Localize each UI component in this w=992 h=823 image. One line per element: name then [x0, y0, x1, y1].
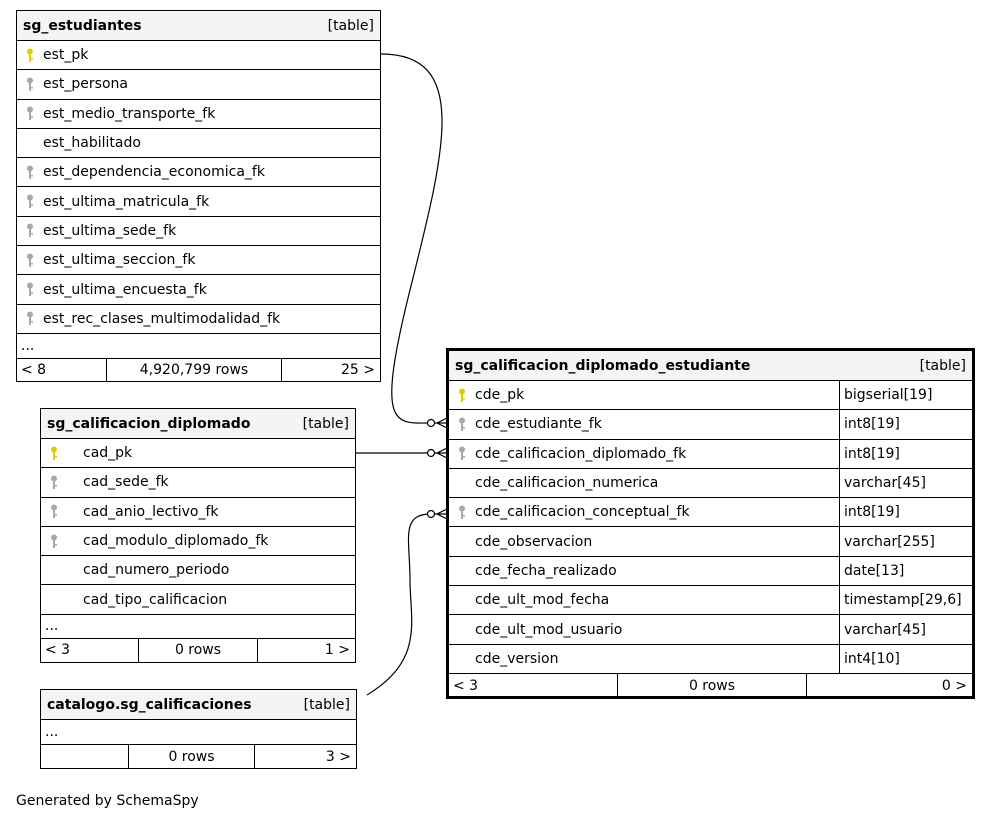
column-type: date[13]: [839, 557, 972, 585]
table-header: [449, 351, 972, 381]
more-columns[interactable]: ...: [41, 615, 355, 639]
foreign-key-icon: [17, 77, 43, 92]
column-row[interactable]: [17, 100, 380, 129]
relationship-estudiante-fk: [381, 54, 442, 423]
children-count[interactable]: 0 >: [941, 677, 967, 694]
column-name: est_rec_clases_multimodalidad_fk: [43, 310, 281, 327]
column-type: int8[19]: [839, 410, 972, 438]
column-row[interactable]: [17, 70, 380, 99]
column-row[interactable]: [449, 440, 972, 469]
table-sg-calificacion-diplomado[interactable]: [40, 408, 356, 663]
column-row[interactable]: [41, 468, 355, 497]
column-name: est_pk: [43, 47, 89, 64]
column-name: cde_pk: [475, 387, 525, 404]
crow-foot-calificacion-diplomado: [428, 448, 448, 458]
table-catalogo-sg-calificaciones[interactable]: [40, 689, 357, 769]
column-name: cde_estudiante_fk: [475, 416, 602, 433]
generated-by-credit: Generated by SchemaSpy: [16, 793, 199, 809]
table-name[interactable]: sg_estudiantes: [23, 17, 142, 34]
row-count: 0 rows: [618, 674, 807, 698]
column-row[interactable]: [449, 645, 972, 674]
table-type-tag: [table]: [303, 696, 350, 713]
column-name: cad_pk: [83, 445, 133, 462]
column-row[interactable]: [449, 381, 972, 410]
column-name: cde_calificacion_conceptual_fk: [475, 504, 690, 521]
column-name: cde_observacion: [475, 533, 593, 550]
table-header: [41, 409, 355, 439]
column-row[interactable]: [449, 469, 972, 498]
foreign-key-icon: [449, 505, 475, 520]
foreign-key-icon: [17, 311, 43, 326]
column-type: int8[19]: [839, 440, 972, 468]
table-footer: [17, 359, 380, 381]
foreign-key-icon: [41, 534, 67, 549]
column-name: est_ultima_sede_fk: [43, 222, 177, 239]
column-row[interactable]: [41, 585, 355, 614]
table-header: [17, 11, 380, 41]
column-name: cad_anio_lectivo_fk: [83, 503, 219, 520]
column-name: est_ultima_matricula_fk: [43, 193, 210, 210]
crow-foot-calificacion-conceptual: [428, 509, 448, 519]
column-name: cde_ult_mod_usuario: [475, 621, 623, 638]
column-name: est_dependencia_economica_fk: [43, 164, 265, 181]
column-type: varchar[45]: [839, 469, 972, 497]
column-name: cde_ult_mod_fecha: [475, 592, 610, 609]
foreign-key-icon: [449, 417, 475, 432]
primary-key-icon: [41, 446, 67, 461]
column-row[interactable]: [449, 498, 972, 527]
table-name[interactable]: sg_calificacion_diplomado_estudiante: [455, 357, 751, 374]
column-type: varchar[45]: [839, 615, 972, 643]
column-name: est_habilitado: [43, 135, 141, 152]
table-name[interactable]: catalogo.sg_calificaciones: [47, 696, 252, 713]
table-header: [41, 690, 356, 720]
column-name: est_persona: [43, 76, 128, 93]
column-row[interactable]: [17, 129, 380, 158]
column-row[interactable]: [17, 275, 380, 304]
table-type-tag: [table]: [919, 357, 966, 374]
row-count: 0 rows: [139, 639, 258, 662]
column-row[interactable]: [41, 498, 355, 527]
column-name: cad_numero_periodo: [83, 562, 230, 579]
column-type: bigserial[19]: [839, 381, 972, 409]
parents-count[interactable]: < 8: [17, 359, 107, 381]
column-name: est_medio_transporte_fk: [43, 105, 216, 122]
column-row[interactable]: [41, 439, 355, 468]
children-count[interactable]: 25 >: [341, 361, 375, 378]
foreign-key-icon: [17, 165, 43, 180]
foreign-key-icon: [17, 223, 43, 238]
column-row[interactable]: [449, 410, 972, 439]
column-row[interactable]: [17, 187, 380, 216]
column-type: int8[19]: [839, 498, 972, 526]
table-type-tag: [table]: [327, 17, 374, 34]
column-name: cde_fecha_realizado: [475, 562, 617, 579]
column-name: cde_calificacion_numerica: [475, 475, 659, 492]
relationship-calificacion-conceptual-fk: [367, 514, 431, 695]
column-row[interactable]: [41, 527, 355, 556]
table-type-tag: [table]: [302, 415, 349, 432]
column-name: cde_version: [475, 650, 559, 667]
column-name: cad_modulo_diplomado_fk: [83, 533, 269, 550]
primary-key-icon: [17, 48, 43, 63]
column-row[interactable]: [17, 246, 380, 275]
column-type: int4[10]: [839, 645, 972, 673]
table-sg-estudiantes[interactable]: [16, 10, 381, 382]
column-name: est_ultima_seccion_fk: [43, 252, 196, 269]
parents-count[interactable]: < 3: [449, 674, 618, 698]
column-row[interactable]: [17, 158, 380, 187]
column-name: cad_tipo_calificacion: [83, 591, 228, 608]
children-count[interactable]: 3 >: [325, 748, 351, 765]
column-row[interactable]: [449, 527, 972, 556]
foreign-key-icon: [17, 106, 43, 121]
row-count: 0 rows: [129, 745, 255, 768]
more-columns[interactable]: ...: [41, 720, 356, 745]
foreign-key-icon: [17, 282, 43, 297]
table-name[interactable]: sg_calificacion_diplomado: [47, 415, 251, 432]
parents-count[interactable]: [41, 745, 129, 768]
column-row[interactable]: [17, 217, 380, 246]
parents-count[interactable]: < 3: [41, 639, 139, 662]
more-columns[interactable]: ...: [17, 334, 380, 359]
table-sg-calificacion-diplomado-estudiante[interactable]: [446, 348, 975, 699]
column-row[interactable]: [449, 586, 972, 615]
table-footer: [41, 745, 356, 768]
column-name: cad_sede_fk: [83, 474, 169, 491]
column-row[interactable]: [17, 305, 380, 334]
children-count[interactable]: 1 >: [324, 642, 350, 659]
column-row[interactable]: [41, 556, 355, 585]
column-name: est_ultima_encuesta_fk: [43, 281, 207, 298]
column-type: varchar[255]: [839, 527, 972, 555]
foreign-key-icon: [449, 446, 475, 461]
foreign-key-icon: [17, 194, 43, 209]
foreign-key-icon: [41, 504, 67, 519]
column-row[interactable]: [17, 41, 380, 70]
column-row[interactable]: [449, 615, 972, 644]
row-count: 4,920,799 rows: [107, 359, 282, 381]
column-row[interactable]: [449, 557, 972, 586]
crow-foot-estudiante: [428, 418, 448, 428]
foreign-key-icon: [41, 475, 67, 490]
table-footer: [449, 674, 972, 698]
column-name: cde_calificacion_diplomado_fk: [475, 445, 687, 462]
foreign-key-icon: [17, 253, 43, 268]
table-footer: [41, 639, 355, 662]
column-type: timestamp[29,6]: [839, 586, 972, 614]
primary-key-icon: [449, 388, 475, 403]
